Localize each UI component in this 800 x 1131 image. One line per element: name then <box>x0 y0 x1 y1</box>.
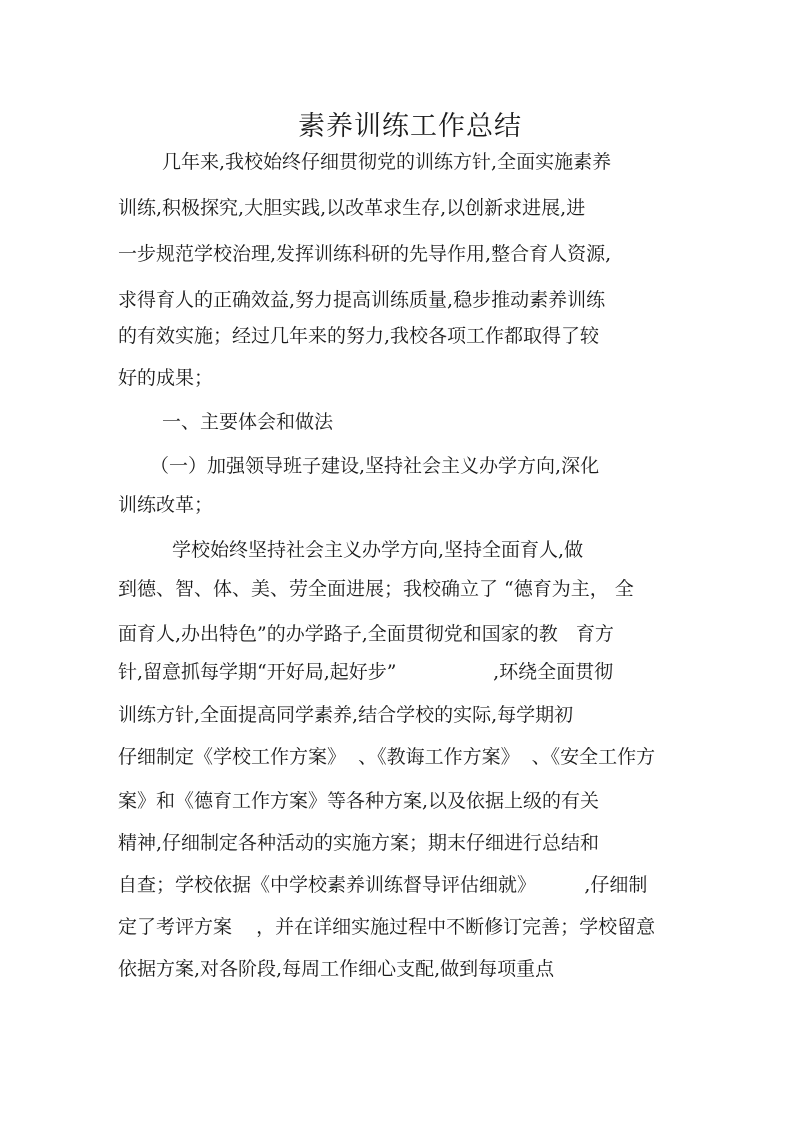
document-title: 素养训练工作总结 <box>298 111 522 142</box>
paragraph-line: 求得育人的正确效益,努力提高训练质量,稳步推动素养训练 <box>118 289 606 311</box>
paragraph-line: 案》和《德育工作方案》等各种方案,以及依据上级的有关 <box>118 790 600 812</box>
paragraph-line: 依据方案,对各阶段,每周工作细心支配,做到每项重点 <box>118 958 555 980</box>
paragraph-line: 一步规范学校治理,发挥训练科研的先导作用,整合育人资源, <box>118 243 612 265</box>
paragraph-line: 几年来,我校始终仔细贯彻党的训练方针,全面实施素养 <box>162 151 612 173</box>
paragraph-line: 到德、智、体、美、劳全面进展；我校确立了 “德育为主， 全 <box>118 578 634 600</box>
subsection-heading: （一）加强领导班子建设,坚持社会主义办学方向,深化 <box>150 455 600 477</box>
paragraph-line: 自查；学校依据《中学校素养训练督导评估细就》 ,仔细制 <box>118 874 648 896</box>
paragraph-line: 训练改革； <box>118 494 214 516</box>
paragraph-line: 训练,积极探究,大胆实践,以改革求生存,以创新求进展,进 <box>118 197 586 219</box>
paragraph-line: 的有效实施；经过几年来的努力,我校各项工作都取得了较 <box>118 325 600 347</box>
paragraph-line: 学校始终坚持社会主义办学方向,坚持全面育人,做 <box>172 539 584 561</box>
paragraph-line: 面育人,办出特色”的办学路子,全面贯彻党和国家的教 育方 <box>118 623 614 645</box>
paragraph-line: 好的成果； <box>118 367 214 389</box>
paragraph-line: 定了考评方案 ，并在详细实施过程中不断修订完善；学校留意 <box>118 916 656 938</box>
paragraph-line: 仔细制定《学校工作方案》 、《教诲工作方案》 、《安全工作方 <box>118 746 656 768</box>
paragraph-line: 针,留意抓每学期“开好局,起好步” ,环绕全面贯彻 <box>118 661 614 683</box>
paragraph-line: 精神,仔细制定各种活动的实施方案；期末仔细进行总结和 <box>118 832 600 854</box>
section-heading: 一、主要体会和做法 <box>162 411 334 433</box>
paragraph-line: 训练方针,全面提高同学素养,结合学校的实际,每学期初 <box>118 704 574 726</box>
